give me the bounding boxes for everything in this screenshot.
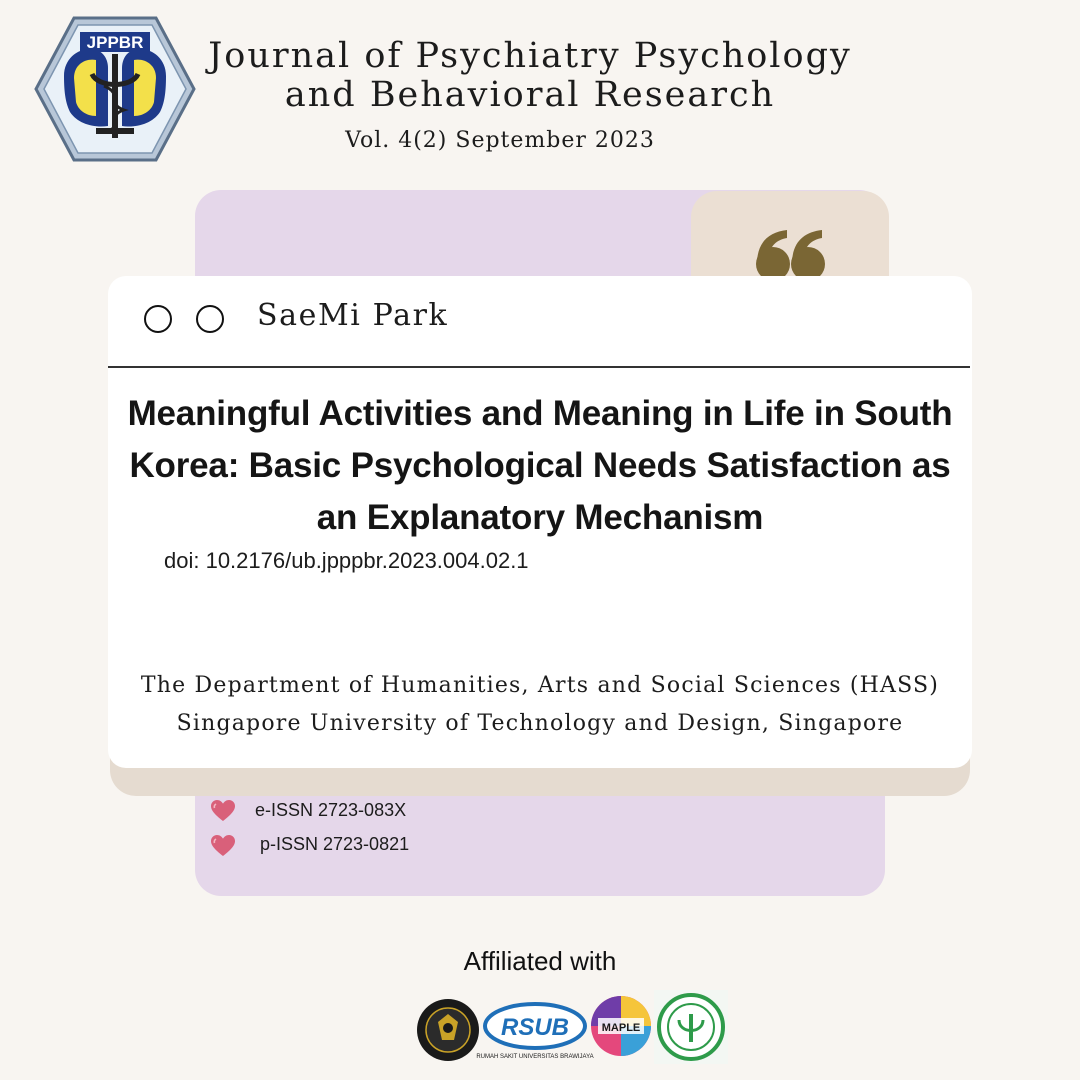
heart-icon bbox=[210, 799, 236, 823]
affiliation-line1: The Department of Humanities, Arts and Social Sciences (HASS) bbox=[140, 673, 940, 698]
rsub-logo-text: RSUB bbox=[500, 1014, 570, 1041]
journal-title-line2: and Behavioral Research bbox=[284, 75, 776, 115]
affiliation-line2: Singapore University of Technology and Design, Singapore bbox=[176, 711, 904, 736]
maple-logo-text: MAPLE bbox=[601, 1022, 641, 1034]
rsub-subtitle: RUMAH SAKIT UNIVERSITAS BRAWIJAYA bbox=[476, 1054, 594, 1060]
author-name: SaeMi Park bbox=[257, 298, 449, 333]
volume-info: Vol. 4(2) September 2023 bbox=[345, 128, 655, 153]
maple-logo bbox=[591, 996, 651, 1056]
journal-logo bbox=[34, 16, 196, 162]
p-issn: p-ISSN 2723-0821 bbox=[260, 834, 410, 854]
divider bbox=[108, 366, 970, 368]
logo-text: JPPBR bbox=[86, 33, 144, 52]
e-issn: e-ISSN 2723-083X bbox=[255, 800, 407, 820]
circle-icon bbox=[196, 305, 224, 333]
university-seal-logo bbox=[417, 999, 479, 1061]
doi-text: doi: 10.2176/ub.jpppbr.2023.004.02.1 bbox=[164, 548, 529, 573]
journal-title-line1: Journal of Psychiatry Psychology bbox=[208, 36, 852, 76]
circle-icon bbox=[144, 305, 172, 333]
affiliated-label: Affiliated with bbox=[463, 946, 617, 976]
rsub-logo bbox=[476, 1004, 593, 1060]
heart-icon bbox=[210, 834, 236, 858]
psychiatry-association-logo bbox=[654, 990, 728, 1064]
partner-logos bbox=[414, 990, 730, 1064]
article-title: Meaningful Activities and Meaning in Life in South Korea: Basic Psychological Needs Satisfaction as an Explanatory Mechanism bbox=[127, 394, 953, 537]
